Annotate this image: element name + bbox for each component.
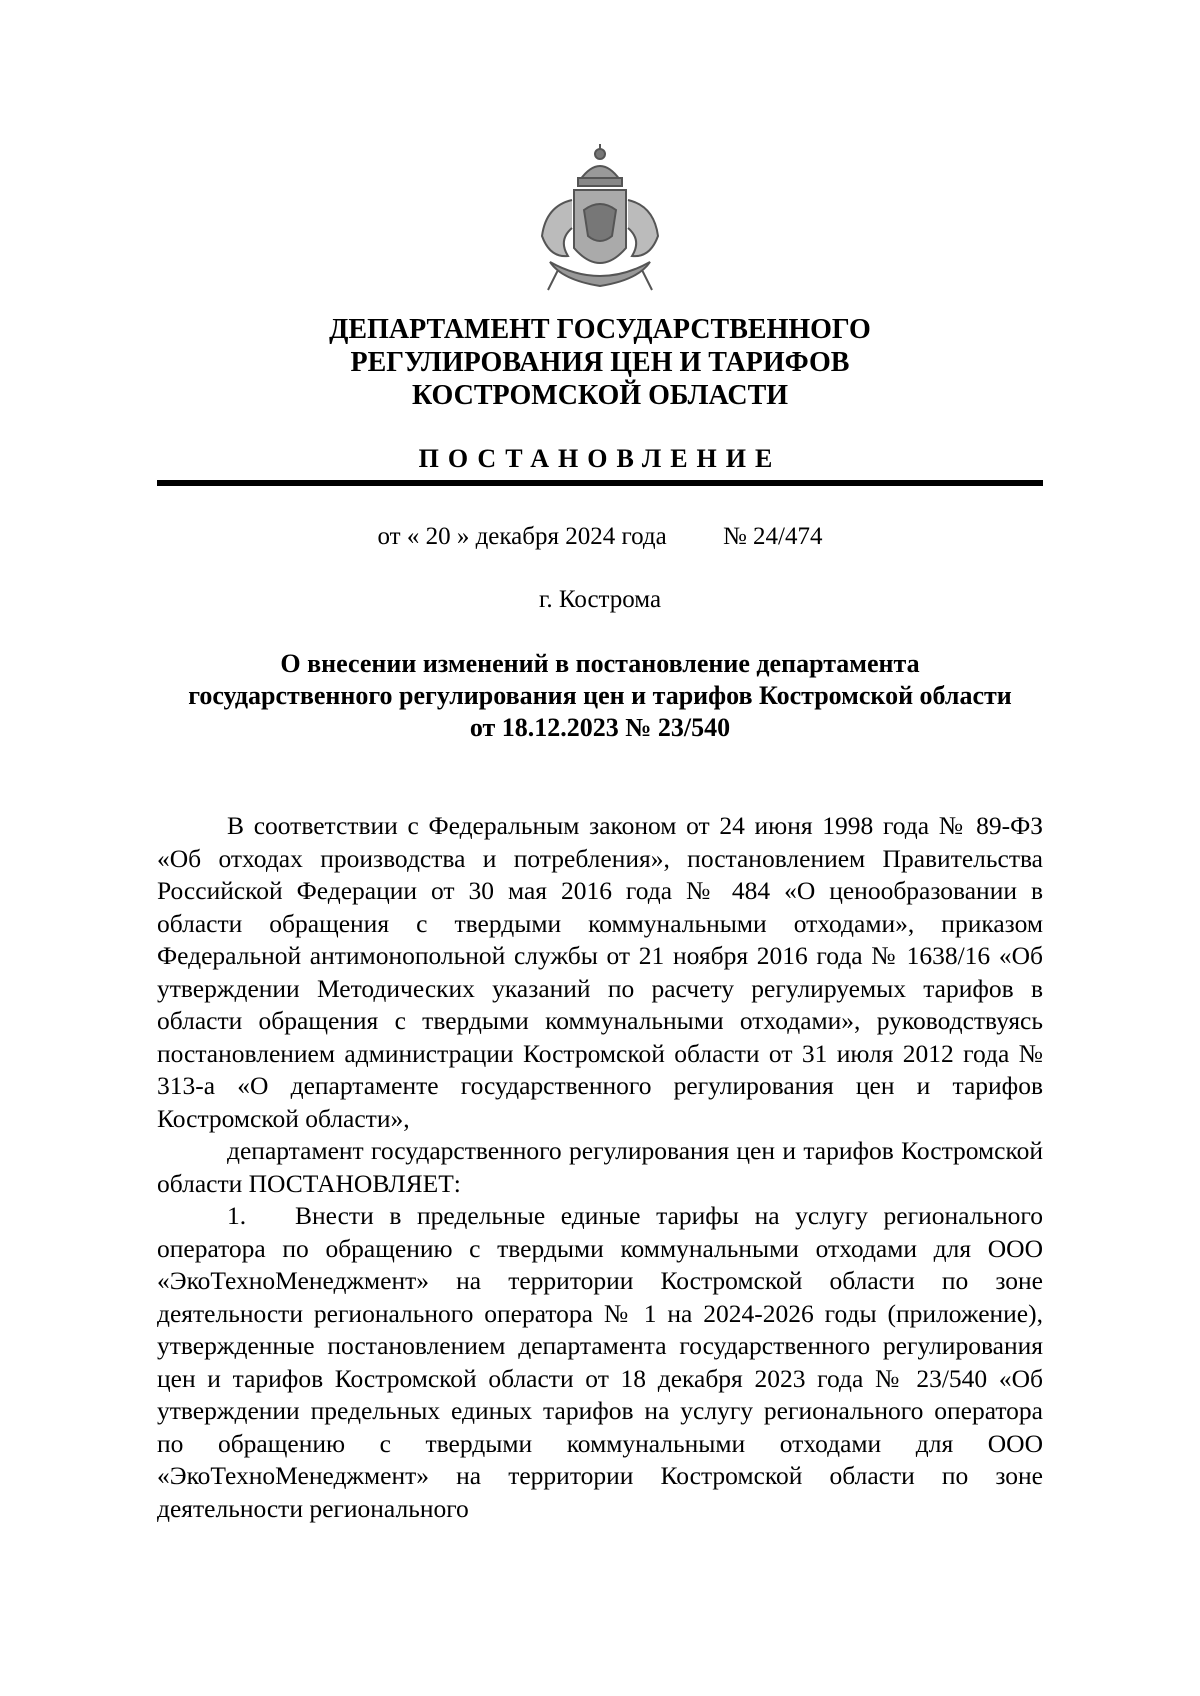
document-city: г. Кострома: [538, 586, 662, 613]
date-number-line: [0, 522, 1200, 552]
department-line-3: КОСТРОМСКОЙ ОБЛАСТИ: [411, 380, 789, 411]
title-line-2: государственного регулирования цен и тарифов Костромской области: [188, 681, 1012, 710]
item-1-paragraph: [157, 1200, 1043, 1525]
item-1-text: Внести в предельные единые тарифы на услугу регионального оператора по обращению с твердыми коммунальными отходами для ООО «ЭкоТехноМенеджмент» на территории Костромской области по зоне деятельности регионального оператора № 1 на 2024-2026 годы (приложение), утвержденные постановлением департамента государственного регулирования цен и тарифов Костромской области от 18 декабря 2023 года № 23/540 «Об утверждении предельных единых тарифов на услугу регионального оператора по обращению с твердыми коммунальными отходами для ООО «ЭкоТехноМенеджмент» на территории Костромской области по зоне деятельности регионального: [157, 1201, 1043, 1523]
department-line-2: РЕГУЛИРОВАНИЯ ЦЕН И ТАРИФОВ: [350, 347, 850, 378]
header-divider: [157, 480, 1043, 486]
document-title: [150, 648, 1050, 744]
document-body: [157, 810, 1043, 1525]
preamble-paragraph: В соответствии с Федеральным законом от 24 июня 1998 года № 89-ФЗ «Об отходах производства и потребления», постановлением Правительства Российской Федерации от 30 мая 2016 года № 484 «О ценообразовании в области обращения с твердыми коммунальными отходами», приказом Федеральной антимонопольной службы от 21 ноября 2016 года № 1638/16 «Об утверждении Методических указаний по расчету регулируемых тарифов в области обращения с твердыми коммунальными отходами», руководствуясь постановлением администрации Костромской области от 31 июля 2012 года № 313-а «О департаменте государственного регулирования цен и тарифов Костромской области»,: [157, 811, 1043, 1133]
document-date: от « 20 » декабря 2024 года: [377, 523, 667, 550]
title-line-3: от 18.12.2023 № 23/540: [469, 713, 731, 742]
document-kind: ПОСТАНОВЛЕНИЕ: [418, 444, 782, 473]
coat-of-arms-icon: [528, 140, 672, 296]
item-1-number: 1.: [227, 1201, 247, 1230]
document-number: № 24/474: [722, 523, 823, 550]
title-line-1: О внесении изменений в постановление департамента: [280, 649, 920, 678]
department-line-1: ДЕПАРТАМЕНТ ГОСУДАРСТВЕННОГО: [329, 314, 871, 345]
department-name: [160, 313, 1040, 412]
resolves-paragraph: департамент государственного регулирования цен и тарифов Костромской области ПОСТАНОВЛЯЕТ:: [157, 1136, 1043, 1198]
